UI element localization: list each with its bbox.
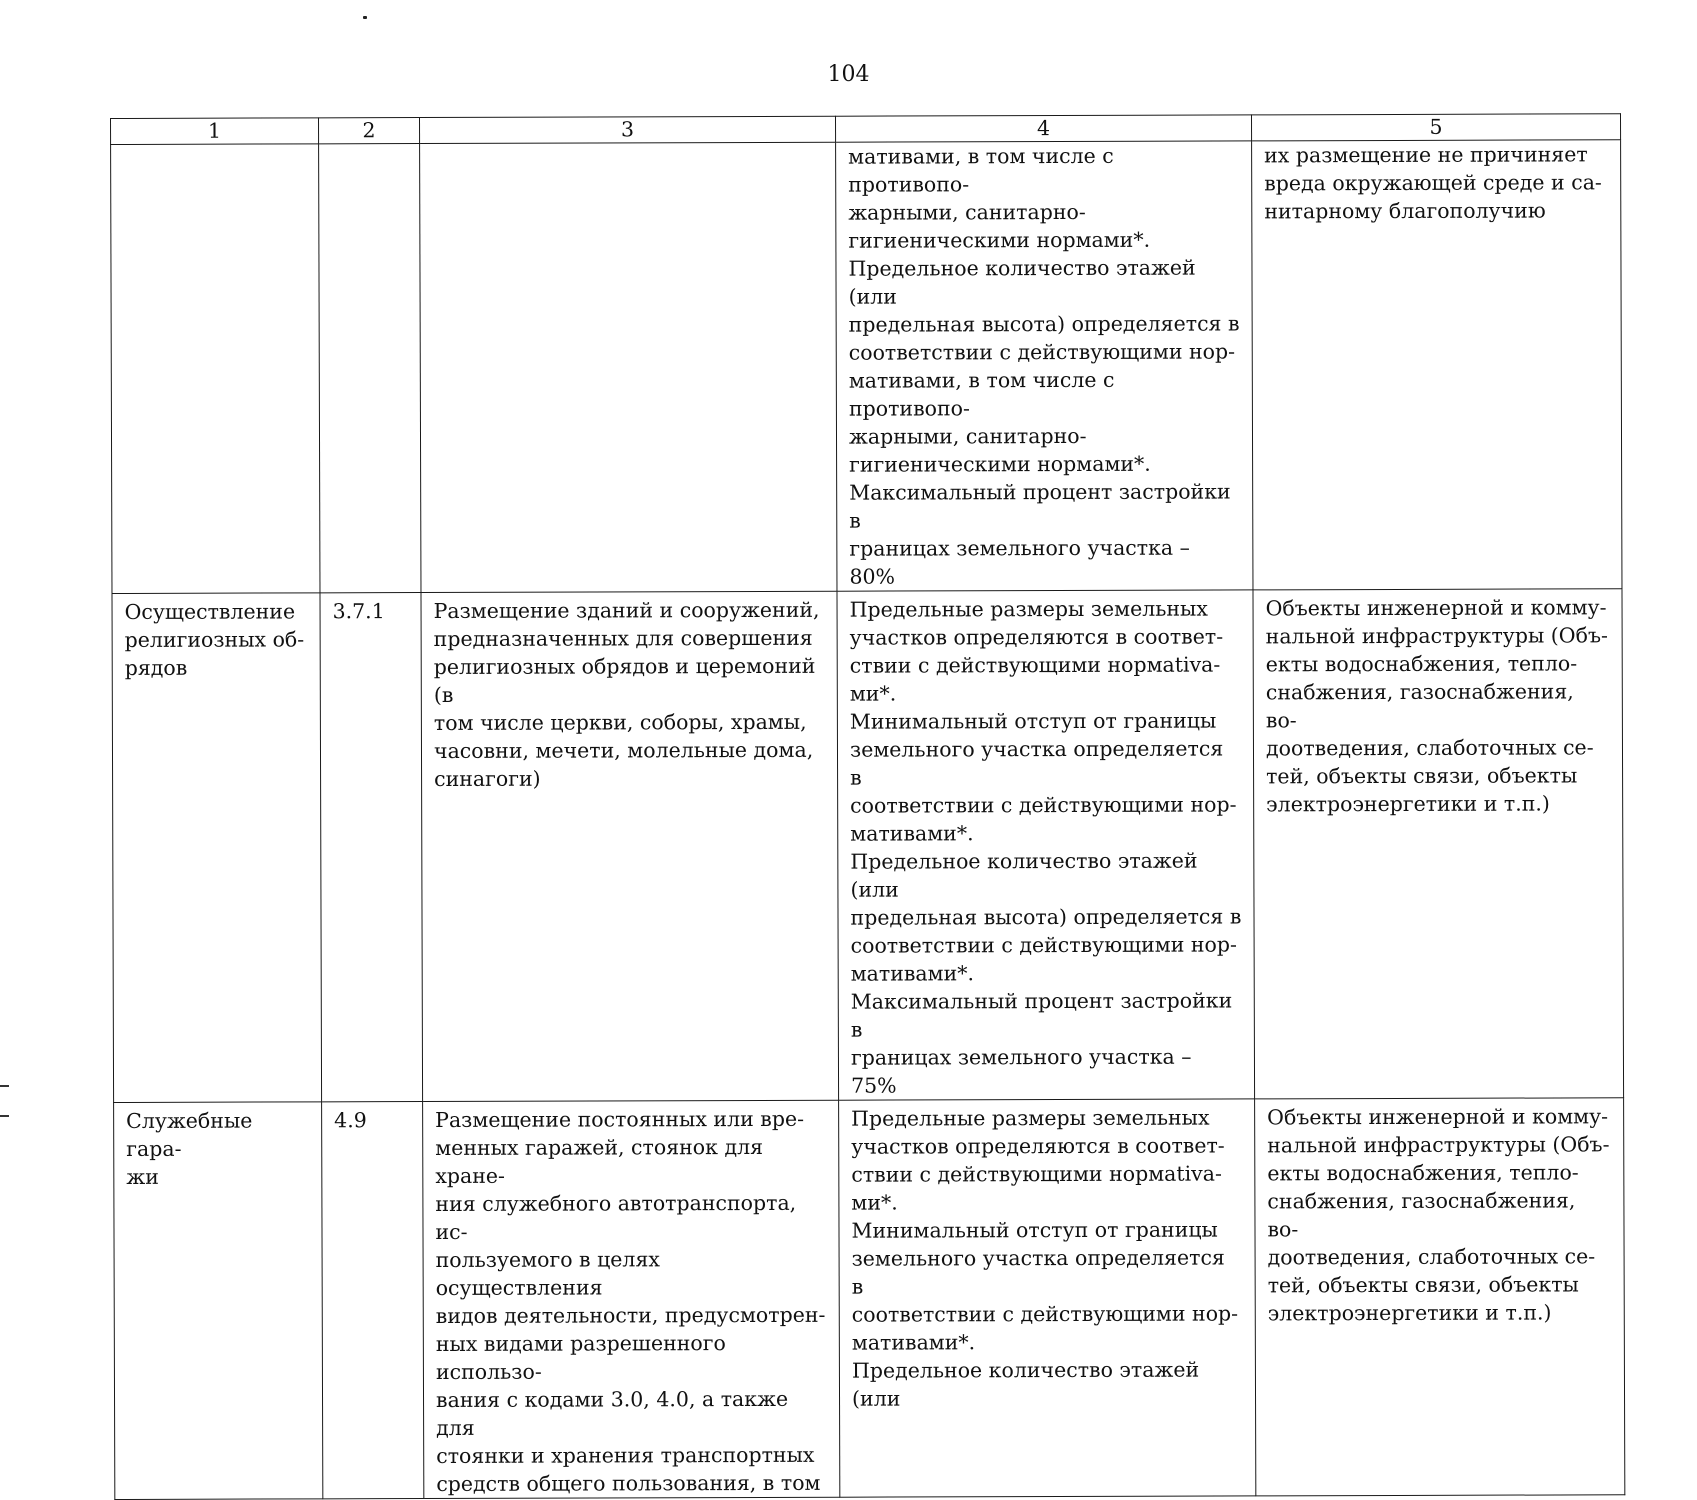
use-description-cell: Размещение зданий и сооружений, предназначенных для совершения религиозных обрядов и церемоний (в том числе церкви, соборы, храмы, часовни, мечети, молельные дома, синагоги) [421,591,839,1101]
parameters-cell: мативами, в том числе с противопо- жарными, санитарно- гигиеническими нормами*. Предельное количество этажей (или предельная высота) определяется в соответствии с действующими нор- мативами, в том числе с противопо- жарными, санитарно- гигиеническими нормами*. Максимальный процент застройки в границах земельного участка – 80% [836,141,1253,591]
header-col-1: 1 [111,118,319,145]
scan-edge-mark [0,1085,9,1087]
scan-edge-mark [0,1115,9,1117]
use-description-cell: Размещение постоянных или вре- менных гаражей, стоянок для хране- ния служебного автотранспорта, ис- пользуемого в целях осуществления видов деятельности, предусмотрен- ных видами разрешенного использо- вания с кодами 3.0, 4.0, а также для стоянки и хранения транспортных средств общего пользования, в том [423,1100,840,1498]
auxiliary-uses-cell: Объекты инженерной и комму- нальной инфраструктуры (Объ- екты водоснабжения, тепло- снабжения, газоснабжения, во- доотведения, слаботочных се- тей, объекты связи, объекты электроэнергетики и т.п.) [1253,589,1624,1099]
header-col-4: 4 [835,115,1251,142]
header-col-3: 3 [420,116,836,143]
land-use-table [110,113,1625,1500]
auxiliary-uses-cell: Объекты инженерной и комму- нальной инфраструктуры (Объ- екты водоснабжения, тепло- снабжения, газоснабжения, во- доотведения, слаботочных се- тей, объекты связи, объекты электроэнергетики и т.п.) [1255,1098,1625,1496]
table-row [114,1098,1625,1500]
use-name-cell: Служебные гара- жи [114,1102,323,1500]
use-name-cell [111,144,320,594]
use-name-cell: Осуществление религиозных об- рядов [112,593,322,1103]
use-code-cell: 4.9 [322,1102,424,1499]
scan-speck [363,16,367,19]
header-col-5: 5 [1251,114,1620,141]
auxiliary-uses-cell: их размещение не причиняет вреда окружающей среде и са- нитарному благополучию [1252,140,1622,590]
use-description-cell [420,142,837,592]
table-row [111,140,1622,594]
parameters-cell: Предельные размеры земельных участков определяются в соответ- ствии с действующими нормativа- ми*. Минимальный отступ от границы земельного участка определяется в соответствии с действующими нор- мативами*. Предельное количество этажей (или [839,1099,1256,1497]
use-code-cell [319,144,421,593]
use-code-cell: 3.7.1 [320,593,423,1102]
page-number: 104 [827,62,870,87]
header-col-2: 2 [319,118,420,144]
parameters-cell: Предельные размеры земельных участков определяются в соответ- ствии с действующими нормativа- ми*. Минимальный отступ от границы земельного участка определяется в соответствии с действующими нор- мативами*. Предельное количество этажей (или предельная высота) определяется в соответствии с действующими нор- мативами*. Максимальный процент застройки в границах земельного участка – 75% [837,590,1255,1100]
table-row [112,589,1624,1103]
